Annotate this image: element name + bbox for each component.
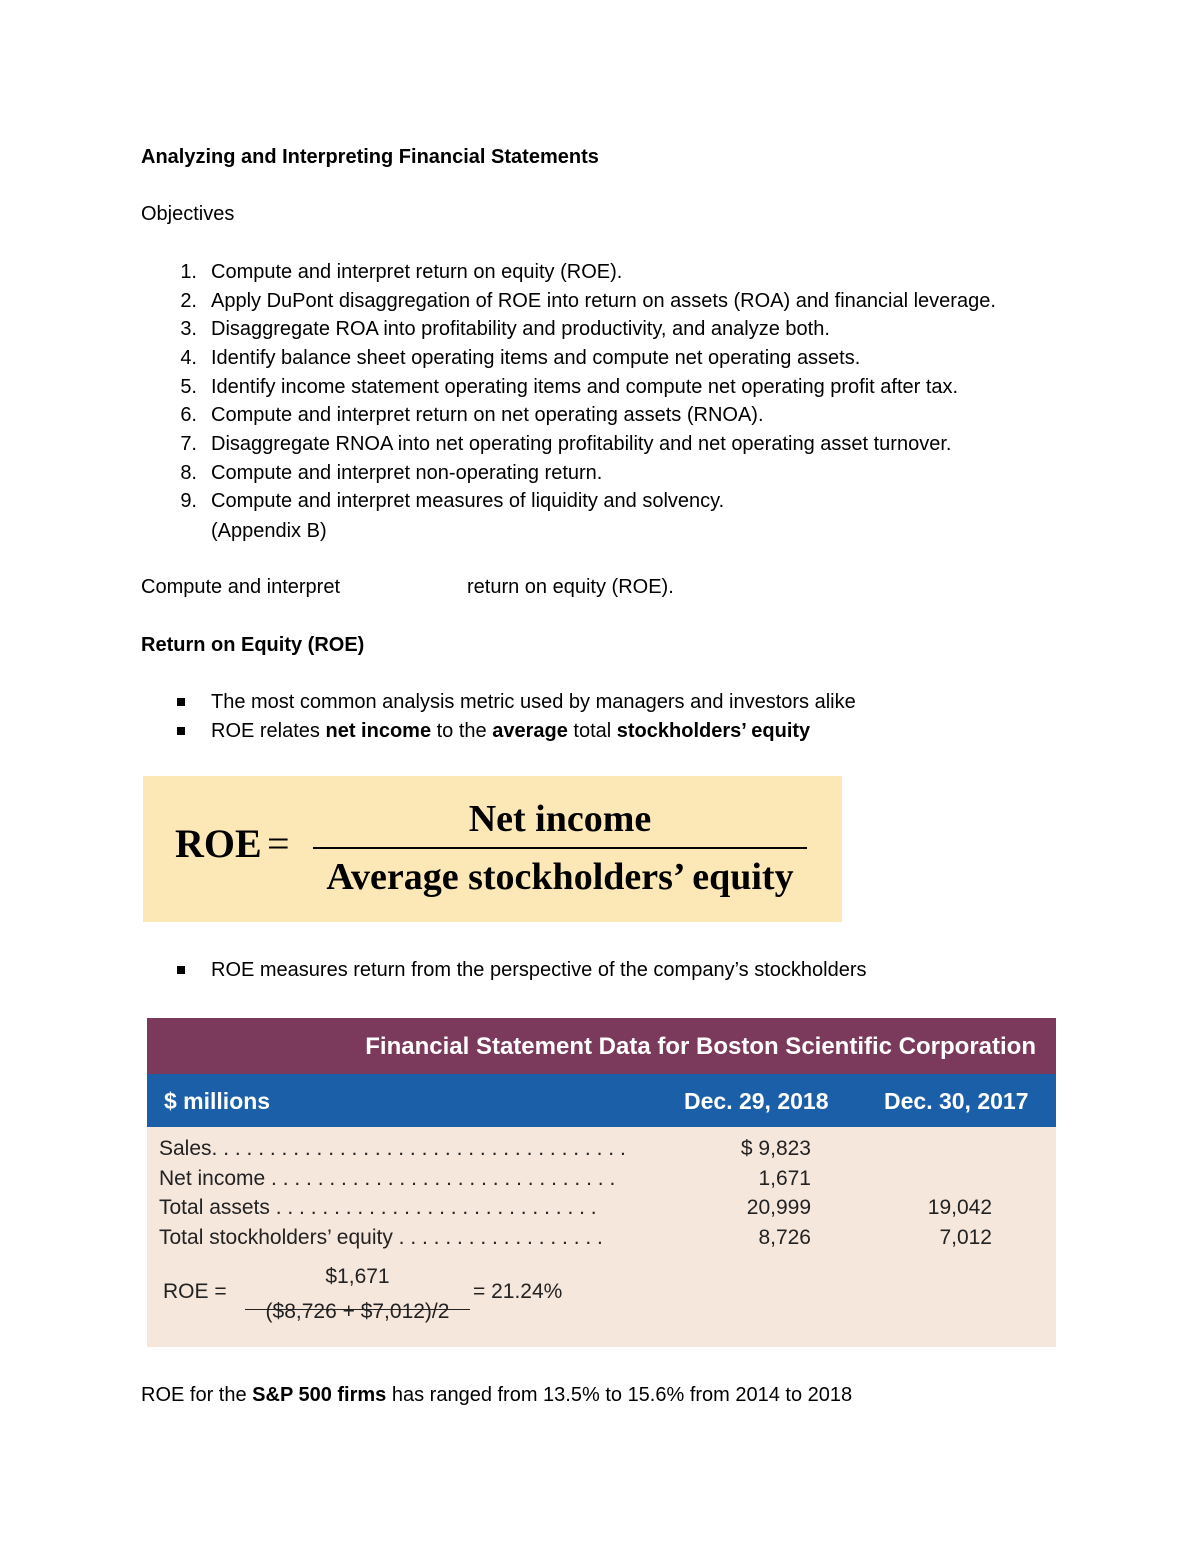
list-number: 3. [180,318,197,340]
list-number: 5. [180,376,197,398]
row-label: Sales. . . . . . . . . . . . . . . . . . . . . . . . . . . . . . . . . . . . [159,1137,626,1160]
cell-2017: 19,042 [927,1196,992,1219]
calc-numerator: $1,671 [325,1265,390,1288]
row-label: Total stockholders’ equity . . . . . . . . . . . . . . . . . . [159,1226,603,1249]
row-label: Total assets . . . . . . . . . . . . . . . . . . . . . . . . . . . . [159,1196,597,1219]
column-header: Dec. 30, 2017 [884,1088,1029,1114]
compute-line-left: Compute and interpret [141,576,341,598]
roe-formula-box [143,776,842,922]
appendix-note: (Appendix B) [211,520,327,542]
table-title-bar [147,1018,1056,1074]
formula-numerator: Net income [468,798,652,840]
formula-lhs: ROE [175,821,262,866]
table-header [147,1074,1056,1127]
column-header: $ millions [164,1088,271,1114]
bullet-text: ROE measures return from the perspective of the company’s stockholders [211,959,867,981]
list-number: 2. [180,290,197,312]
closing-statement [141,1383,852,1407]
list-number: 4. [180,347,197,369]
list-text: Identify balance sheet operating items and compute net operating assets. [211,347,861,369]
list-number: 6. [180,404,197,426]
text-run: ROE for the [141,1384,253,1406]
cell-2018: 8,726 [758,1226,811,1249]
list-text: Identify income statement operating items and compute net operating profit after tax. [211,376,959,398]
formula-equals: = [267,821,290,866]
bullet-text: The most common analysis metric used by managers and investors alike [211,691,856,713]
bullet-text [211,719,810,743]
calc-denominator: ($8,726 + $7,012)/2 [265,1300,450,1323]
text-run: ROE relates [211,720,326,742]
compute-line-right: return on equity (ROE). [467,576,674,598]
row-label: Net income . . . . . . . . . . . . . . . . . . . . . . . . . . . . . . [159,1167,616,1190]
bullet-icon [177,966,185,974]
bullet-icon [177,698,185,706]
text-run-bold: net income [325,720,432,742]
document-title: Analyzing and Interpreting Financial Statements [141,146,599,168]
column-header: Dec. 29, 2018 [684,1088,829,1114]
text-run-bold: stockholders’ equity [616,720,811,742]
list-text: Compute and interpret measures of liquidity and solvency. [211,490,725,512]
list-text: Disaggregate ROA into profitability and productivity, and analyze both. [211,318,830,340]
table-title: Financial Statement Data for Boston Scientific Corporation [365,1033,1036,1060]
cell-2018: 1,671 [758,1167,811,1190]
fraction-bar [313,847,807,849]
text-run: to the [431,720,493,742]
cell-2018: 20,999 [746,1196,811,1219]
list-text: Compute and interpret return on equity (ROE). [211,261,623,283]
list-text: Disaggregate RNOA into net operating profitability and net operating asset turnover. [211,433,952,455]
calc-result: = 21.24% [473,1280,563,1303]
financial-data-table [147,1018,1056,1347]
list-number: 8. [180,462,197,484]
list-text: Apply DuPont disaggregation of ROE into return on assets (ROA) and financial leverage. [211,290,996,312]
text-run: total [567,720,617,742]
roe-heading: Return on Equity (ROE) [141,634,365,656]
cell-2017: 7,012 [939,1226,992,1249]
list-text: Compute and interpret return on net operating assets (RNOA). [211,404,764,426]
bullet-icon [177,727,185,735]
text-run: has ranged from 13.5% to 15.6% from 2014 to 2018 [386,1384,853,1406]
list-number: 9. [180,490,197,512]
formula-denominator: Average stockholders’ equity [326,856,794,898]
text-run-bold: S&P 500 firms [252,1384,387,1406]
text-run-bold: average [492,720,568,742]
calc-lhs: ROE = [163,1280,227,1303]
list-text: Compute and interpret non-operating return. [211,462,603,484]
objectives-heading: Objectives [141,203,235,225]
cell-2018: $ 9,823 [740,1137,811,1160]
list-number: 1. [180,261,197,283]
list-number: 7. [180,433,197,455]
